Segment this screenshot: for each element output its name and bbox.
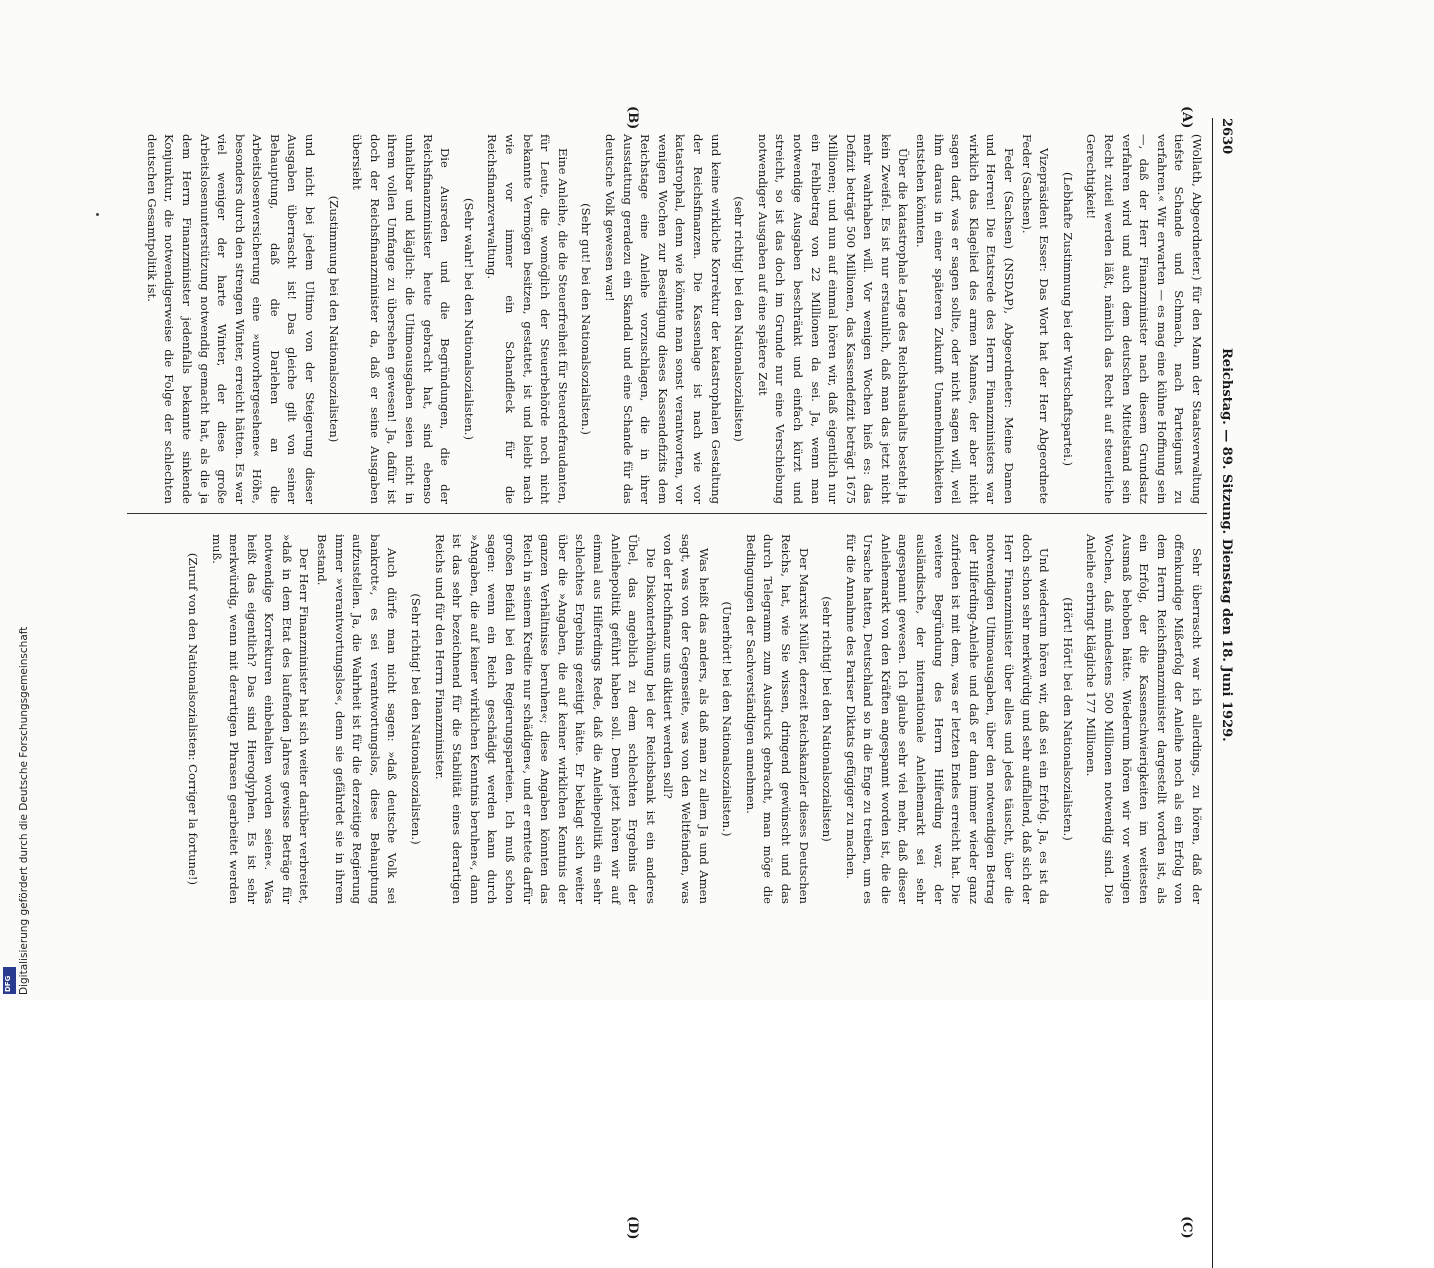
paragraph: Sehr überrascht war ich allerdings, zu hören, daß der offenkundige Mißerfolg der Anleihe noch als ein Erfolg von dem Herrn Reichsfinanzminister dargestellt worden ist, als ein Erfolg, der die Kassenschwierigkeiten im weitesten Ausmaß behoben hätte. Wiederum hören wir vor wenigen Wochen, daß mindestens 500 Millionen notwendig sind. Die Anleihe erbringt klägliche 177 Millionen. bbox=[1084, 534, 1204, 904]
column-divider bbox=[127, 513, 1207, 514]
interjection: (Unerhört! bei den Nationalsozialisten.) bbox=[720, 601, 735, 837]
paragraph: Was heißt das anders, als daß man zu allem Ja und Amen sagt, was von der Gegenseite, was von den Weltfeinden, was von der Hochfinanz uns diktiert werden soll? bbox=[661, 534, 711, 904]
paragraph: Feder (Sachsen) (NSDAP), Abgeordneter: Meine Damen und Herren! Die Etatsrede des Herrn Finanzministers war wirklich das Klagelied des armen Mannes, der aber nicht sagen darf, was er sagen sollte, oder nicht sagen will, weil ihm daraus in einer späteren Zukunft Unannehmlichkeiten entstehen könnten. bbox=[914, 134, 1017, 504]
dfg-logo bbox=[3, 967, 16, 994]
margin-marker-c: (C) bbox=[1179, 1216, 1194, 1239]
dfg-logo-text: DFG bbox=[4, 975, 12, 992]
interjection: (Sehr gut! bei den Nationalsozialisten.) bbox=[579, 203, 594, 435]
interjection: (sehr richtig! bei den Nationalsozialisten) bbox=[820, 596, 835, 842]
paragraph: und nicht bei jedem Ultimo von der Steigerung dieser Ausgaben überrascht ist! Das gleiche gilt von seiner Behauptung, daß die Darlehen an die Arbeitslosenversicherung eine »unvorhergesehene« Höhe, besonders durch den strengen Winter, erreicht hätten. Es war viel weniger der harte Winter, der diese große Arbeitslosenunterstützung notwendig gemacht hat, als die ja dem Herrn Finanzminister jedenfalls bekannte sinkende Konjunktur, die notwendigerweise die Folge der schlechten deutschen Gesamtpolitik ist. bbox=[144, 134, 318, 504]
left-text-column bbox=[142, 134, 1205, 504]
interjection: (Zustimmung bei den Nationalsozialisten) bbox=[326, 195, 341, 443]
right-text-column bbox=[177, 534, 1205, 904]
paragraph: (Wollath, Abgeordneter.) für den Mann der Staatsverwaltung tiefste Schande und Schmach, nach Parteigunst zu verfahren.« Wir erwarten — es mag eine kühne Hoffnung sein —, daß der Herr Finanzminister nach diesem Grundsatz verfahren wird und auch dem deutschen Mittelstand sein Recht zuteil werden läßt, nämlich das Recht auf steuerliche Gerechtigkeit! bbox=[1084, 134, 1204, 504]
paragraph: und keine wirkliche Korrektur der katastrophalen Gestaltung der Reichsfinanzen. Die Kassenlage ist nach wie vor katastrophal, denn wie könnte man sonst verantworten, vor wenigen Wochen zur Beseitigung dieses Kassendefizits dem Reichstage eine Anleihe vorzuschlagen, die in ihrer Ausstattung geradezu ein Skandal und eine Schande für das deutsche Volk gewesen war! bbox=[603, 134, 723, 504]
header-rule bbox=[1212, 118, 1213, 1268]
rotated-document-page bbox=[87, 100, 1237, 1240]
paragraph: Die Ausreden und die Begründungen, die der Reichsfinanzminister heute gebracht hat, sind ebenso unhaltbar und kläglich: die Ultimoausgaben seien nicht in ihrem vollen Umfange zu übersehen gewesen! Ja, dafür ist doch der Reichsfinanzminister da, daß er seine Ausgaben übersieht bbox=[350, 134, 453, 504]
scan-speck bbox=[96, 213, 99, 216]
paragraph: Über die katastrophale Lage des Reichshaushalts besteht ja kein Zweifel. Es ist nur erstaunlich, daß man das jetzt nicht mehr wahrhaben will. Vor wenigen Wochen hieß es: das Defizit beträgt 500 Millionen, das Kassendefizit beträgt 1675 Millionen; und nun auf einmal hören wir, daß eigentlich nur ein Fehlbetrag von 22 Millionen da sei. Ja, wenn man notwendige Ausgaben beschränkt und einfach kürzt und streicht, so ist das doch im Grunde nur eine Verschiebung notwendiger Ausgaben auf eine spätere Zeit bbox=[755, 134, 911, 504]
page-header bbox=[1215, 118, 1237, 958]
paragraph: Die Diskonterhöhung bei der Reichsbank ist ein anderes Übel, das angeblich zu dem schlechten Ergebnis der Anleihepolitik geführt haben soll. Denn jetzt hören wir auf einmal aus Hilferdings Rede, daß die Anleihepolitik ein sehr schlechtes Ergebnis gezeitigt hätte. Er beklagt sich weiter über die »Angaben, die auf keiner wirklichen Kenntnis der ganzen Verhältnisse beruhen«; diese Angaben könnten das Reich in seinem Kredite nur schädigen«, und er erntete darfür großen Beifall bei den Regierungsparteien. Ich muß schon sagen: wenn ein Reich geschädigt werden kann durch »Angaben, die auf keiner wirklichen Kenntnis beruhen«, dann ist das sehr bezeichnend für die Stabilität eines derartigen Reichs und für den Herrn Finanzminister. bbox=[432, 534, 658, 904]
page-number: 2630 bbox=[1219, 118, 1234, 155]
margin-marker-a: (A) bbox=[1179, 106, 1194, 129]
interjection: (Lebhafte Zustimmung bei der Wirtschaftspartei.) bbox=[1060, 171, 1075, 467]
margin-marker-b: (B) bbox=[625, 106, 640, 130]
interjection: (Hört! Hört! bei den Nationalsozialisten.) bbox=[1060, 597, 1075, 841]
paragraph: Eine Anleihe, die die Steuerfreiheit für Steuerdefraudanten, für Leute, die womöglich der Steuerbehörde noch nicht bekannte Vermögen besitzen, gestattet, ist und bleibt nach wie vor immer ein Schandfleck für die Reichsfinanzverwaltung. bbox=[485, 134, 570, 504]
interjection: (Sehr wahr! bei den Nationalsozialisten.) bbox=[461, 197, 476, 441]
paragraph: Auch dürfe man nicht sagen: »daß deutsche Volk sei bankrott«, es sei verantwortungslos, diese Behauptung aufzustellen. Ja, die Wahrheit ist für die derzeitige Regierung immer »verantwortungslos«, denn sie gefährdet sie in ihrem Bestand. bbox=[315, 534, 400, 904]
paragraph: Und wiederum hören wir, daß sei ein Erfolg. Ja, es ist da doch schon sehr merkwürdig und sehr auffallend, daß sich der Herr Finanzminister über alles und jedes täuscht, über die notwendigen Ultimoausgaben, über den notwendigen Betrag der Hilferding-Anleihe und daß er dann immer wieder ganz zufrieden ist mit dem, was er letzten Endes erreicht hat. Die weitere Begründung des Herrn Hilferding war, der ausländische, der internationale Anleihemarkt sei sehr angespannt gewesen. Ich glaube sehr viel mehr, daß dieser Anleihemarkt von den Kräften angespannt worden ist, die die Ursache hatten, Deutschland so in die Enge zu treiben, um es für die Annahme des Pariser Diktats gefügiger zu machen. bbox=[843, 534, 1052, 904]
interjection: (Zuruf von den Nationalsozialisten: Corriger la fortune!) bbox=[185, 552, 200, 886]
running-title: Reichstag. — 89. Sitzung. Dienstag den 18. Juni 1929. bbox=[1219, 348, 1234, 742]
credit-text: Digitalisierung gefördert durch die Deutsche Forschungsgemeinschaft bbox=[18, 626, 30, 995]
interjection: (sehr richtig! bei den Nationalsozialisten) bbox=[732, 196, 747, 442]
interjection: (Sehr richtig! bei den Nationalsozialisten.) bbox=[409, 593, 424, 845]
digitization-credit bbox=[2, 605, 30, 995]
paragraph: Der Herr Finanzminister hat sich weiter darüber verbreitet, »daß in dem Etat des laufenden Jahres gewisse Beträge für notwendige Korrekturen einbehalten worden seien«. Was heißt das eigentlich? Das sind Hieroglyphen. Es ist sehr merkwürdig, wenn mit derartigen Phrasen gearbeitet werden muß. bbox=[209, 534, 312, 904]
paragraph: Der Marxist Müller, derzeit Reichskanzler dieses Deutschen Reichs, hat, wie Sie wissen, dringend gewünscht und das durch Telegramm zum Ausdruck gebracht, man möge die Bedingungen der Sachverständigen annehmen. bbox=[743, 534, 811, 904]
paragraph: Vizepräsident Esser: Das Wort hat der Herr Abgeordnete Feder (Sachsen). bbox=[1019, 134, 1052, 504]
margin-marker-d: (D) bbox=[625, 1216, 640, 1240]
